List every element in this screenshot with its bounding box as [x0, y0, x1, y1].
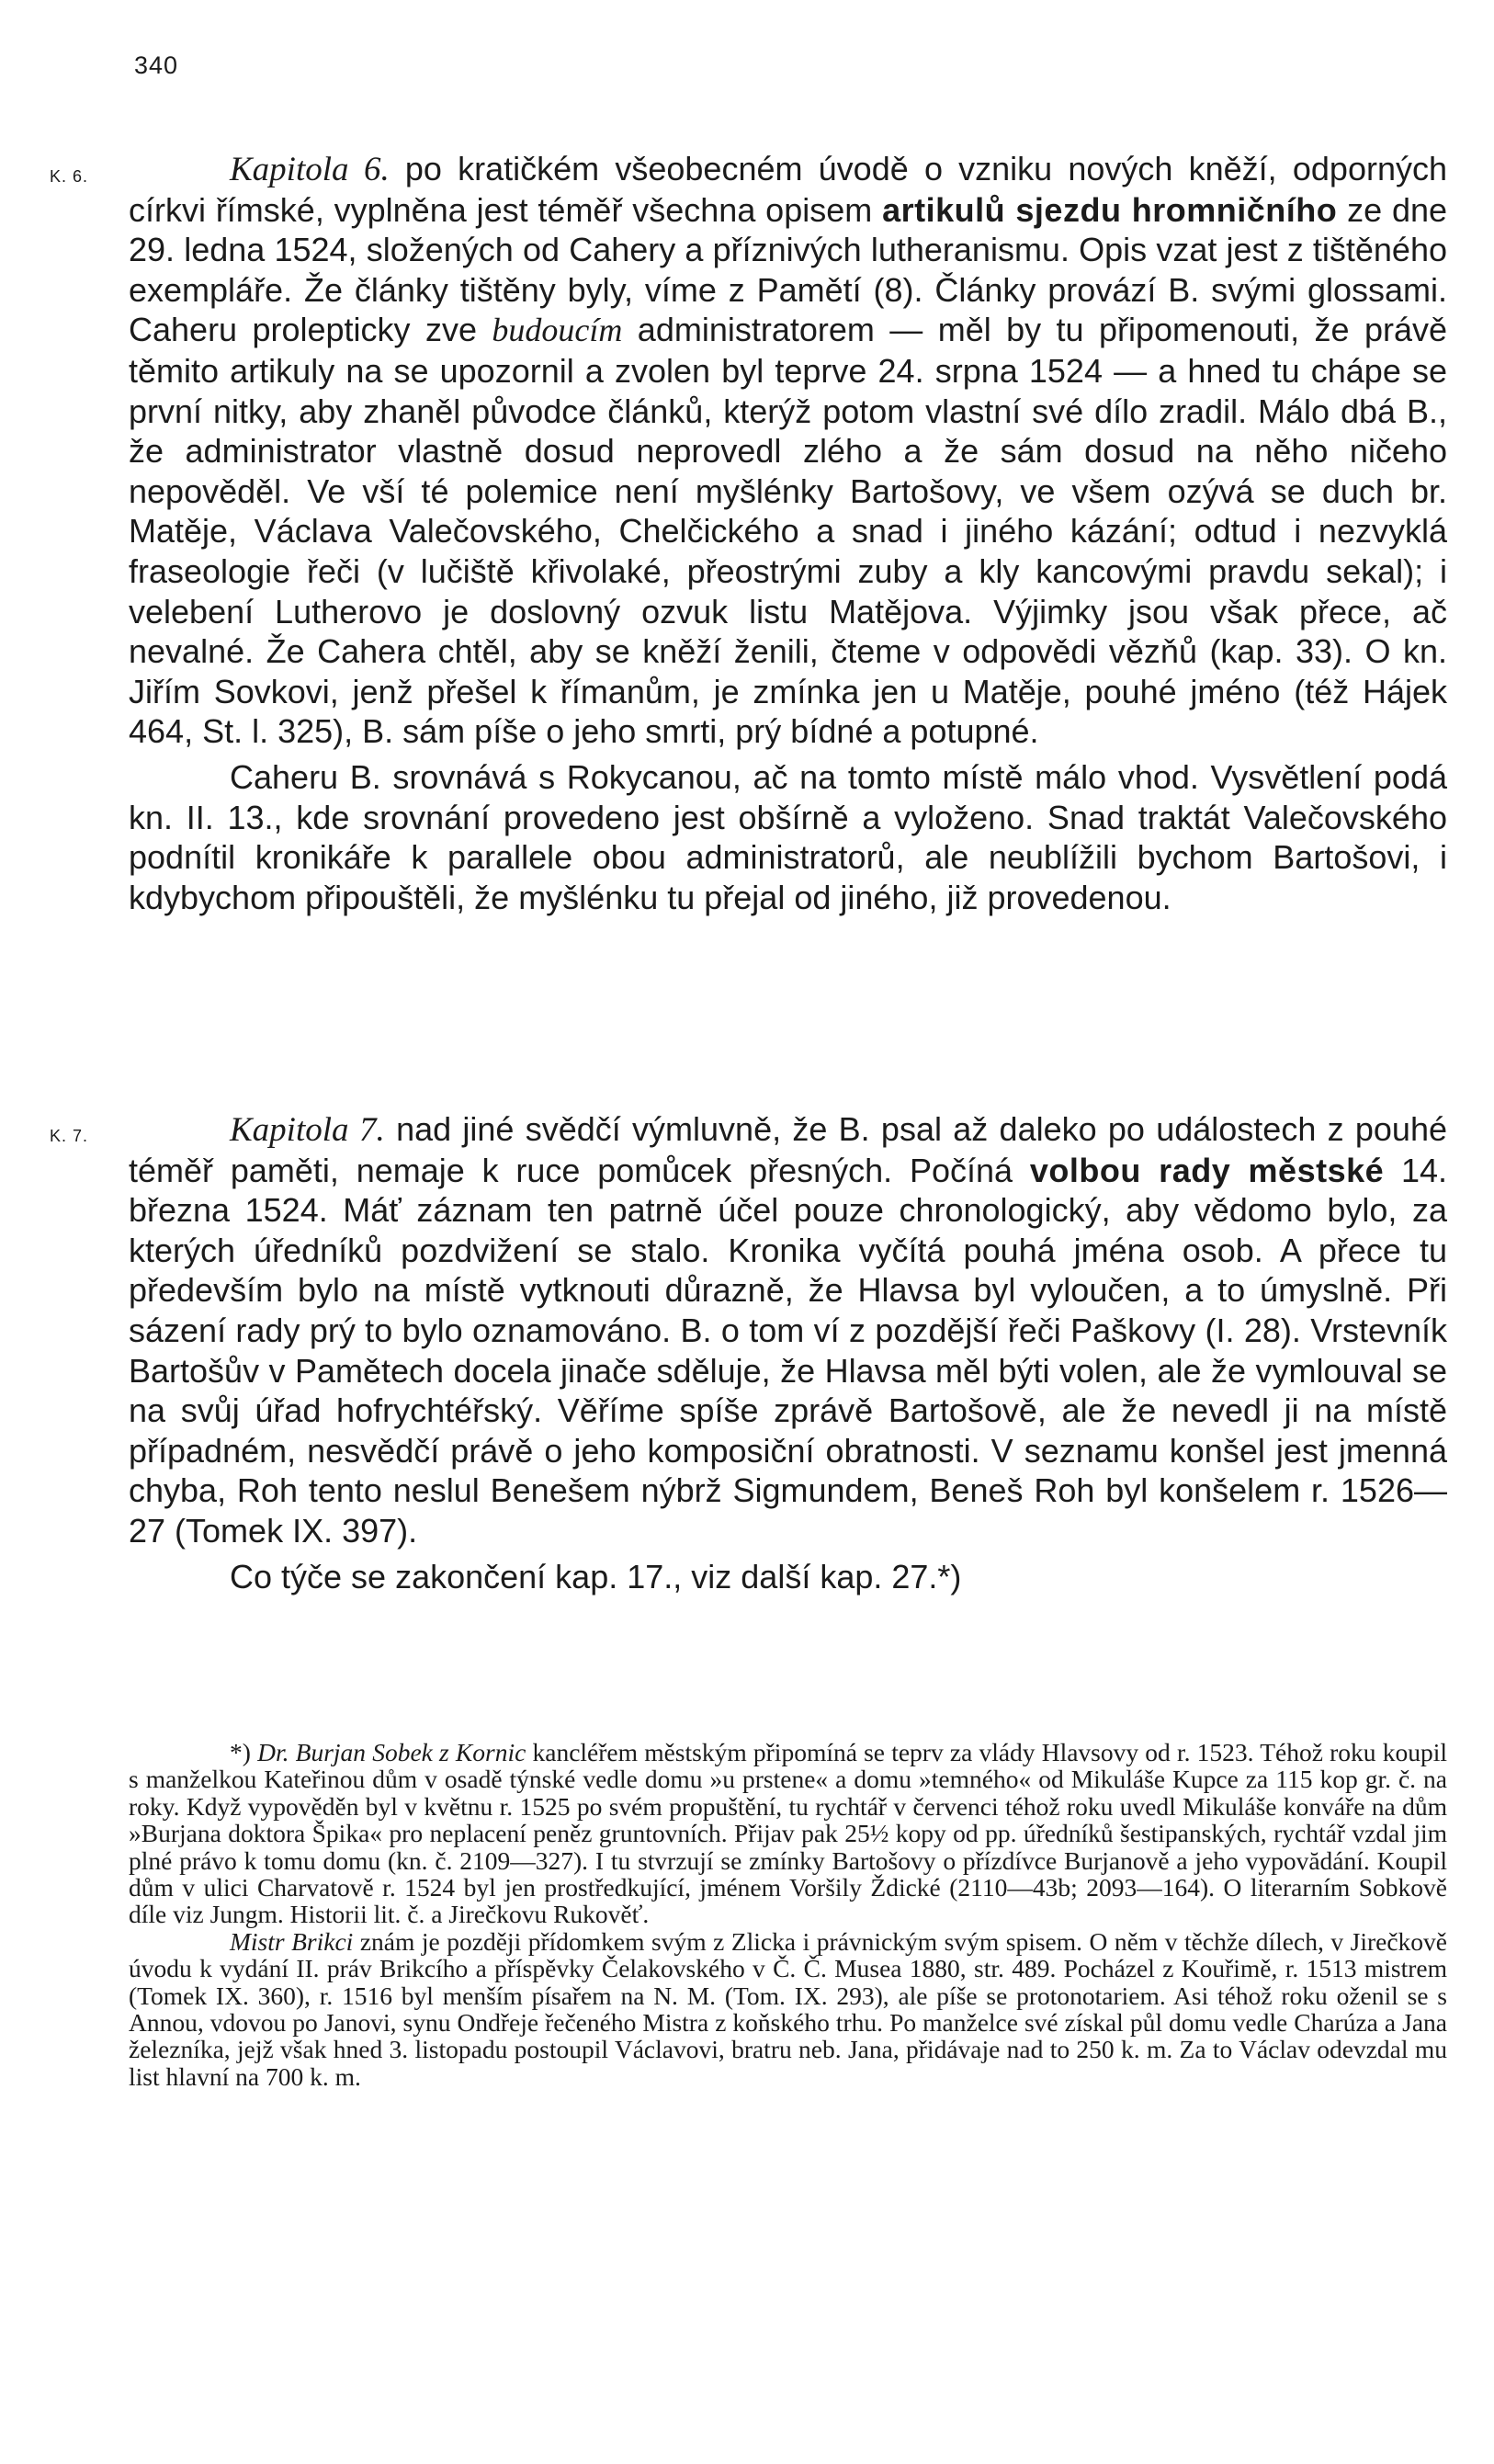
page-number: 340	[134, 51, 179, 79]
footnotes	[129, 1739, 1447, 2090]
emphasis-bold: artikulů sjezdu hromničního	[882, 190, 1338, 229]
text-run: nad jiné svědčí výmluvně, že B. psal až daleko po událostech z pouhé téměř paměti, nemaje k ruce pomůcek přesných. Počíná	[129, 1110, 1447, 1189]
footnote	[129, 1928, 1447, 2090]
text-run: ze dne 29. ledna 1524, složených od Cahery a příznivých lutheranismu. Opis vzat jest z tištěného exempláře. Že články tištěny byly, víme z Pamětí (8). Články provází B. svými glossami. Caheru prolepticky zve	[129, 190, 1448, 349]
margin-label-k6: K. 6.	[50, 167, 89, 186]
footnote-marker: *)	[230, 1738, 258, 1766]
footnote	[129, 1739, 1447, 1928]
margin-label-k7: K. 7.	[50, 1127, 89, 1145]
emphasis-bold: volbou rady městské	[1029, 1151, 1385, 1189]
paragraph: Caheru B. srovnává s Rokycanou, ač na tomto místě málo vhod. Vysvětlení podá kn. II. 13., kde srovnání provedeno jest obšírně a vyloženo. Snad traktát Valečovského podnítil kronikáře k parallele obou administratorů, ale neublížili bychom Bartošovi, i kdybychom připouštěli, že myšlénku tu přejal od jiného, již provedenou.	[129, 757, 1447, 916]
paragraph	[129, 149, 1447, 752]
footnote-name: Mistr Brikci	[230, 1926, 354, 1956]
paragraph: Co týče se zakončení kap. 17., viz další kap. 27.*)	[230, 1557, 962, 1595]
text-run: po kratičkém všeobecném úvodě o vzniku nových kněží, odporných církvi římské, vyplněna jest téměř všechna opisem	[129, 150, 1447, 229]
footnote-text: znám je později přídomkem svým z Zlicka i právnickým svým spisem. O něm v těchže dílech, v Jirečkově úvodu k vydání II. práv Brikcího a příspěvky Čelakovského v Č. Č. Musea 1880, str. 489. Pocházel z Kouřimě, r. 1513 mistrem (Tomek IX. 360), r. 1516 byl menším písařem na N. M. (Tom. IX. 293), ale píše se protonotariem. Asi téhož roku oženil se s Annou, vdovou po Janovi, synu Ondřeje řečeného Mistra z koňského trhu. Po manželce své získal půl domu vedle Charúza a Jana železníka, jejž však hned 3. listopadu postoupil Václavovi, bratru neb. Jana, přidávaje nad to 250 k. m. Za to Václav odevzdal mu list hlavní na 700 k. m.	[129, 1926, 1447, 2091]
paragraph	[129, 1109, 1447, 1551]
text-run: 14. března 1524. Máť záznam ten patrně účel pouze chronologický, aby vědomo bylo, za kterých úředníků pozdvižení se stalo. Kronika vyčítá pouhá jména osob. A přece tu především bylo na místě vytknouti důrazně, že Hlavsa byl vyloučen, a to úmyslně. Při sázení rady prý to bylo oznamováno. B. o tom ví z pozdější řeči Paškovy (I. 28). Vrstevník Bartošův v Pamětech docela jinače sděluje, že Hlavsa měl býti volen, ale že vymlouval se na svůj úřad hofrychtéřský. Věříme spíše zprávě Bartošově, ale že nevedl ji na místě případném, nesvědčí právě o jeho komposiční obratnosti. V seznamu konšel jest jmenná chyba, Roh tento neslul Benešem nýbrž Sigmundem, Beneš Roh byl konšelem r. 1526—27 (Tomek IX. 397).	[129, 1151, 1448, 1550]
footnote-name: Dr. Burjan Sobek z Kornic	[257, 1738, 526, 1766]
text-run: administratorem — měl by tu připomenouti, že právě těmito artikuly na se upozornil a zvolen byl teprve 24. srpna 1524 — a hned tu chápe se první nitky, aby zhaněl původce článků, kterýž potom vlastní své dílo zradil. Málo dbá B., že administrator vlastně dosud neprovedl zlého a že sám dosud na něho ničeho nepověděl. Ve vší té polemice není myšlénky Bartošovy, ve všem ozývá se duch br. Matěje, Václava Valečovského, Chelčického a snad i jiného kázání; odtud i nezvyklá fraseologie řeči (v lučiště křivolaké, přeostrými zuby a kly kancovými pravdu sekal); i velebení Lutherovo je doslovný ozvuk listu Matějova. Výjimky jsou však přece, ač nevalné. Že Cahera chtěl, aby se kněží ženili, čteme v odpovědi vězňů (kap. 33). O kn. Jiřím Sovkovi, jenž přešel k římanům, je zmínka jen u Matěje, pouhé jméno (též Hájek 464, St. l. 325), B. sám píše o jeho smrti, prý bídné a potupné.	[129, 311, 1448, 751]
chapter-heading: Kapitola 6.	[230, 151, 390, 188]
emphasis-italic: budoucím	[492, 312, 623, 349]
footnote-text: kancléřem městským připomíná se teprv za vlády Hlavsovy od r. 1523. Téhož roku koupil s manželkou Kateřinou dům v osadě týnské vedle domu »u prstene« a domu »temného« od Mikuláše Kupce za 115 kop gr. č. na roky. Když vypověděn byl v květnu r. 1525 po svém propuštění, tu rychtář v červenci téhož roku uvedl Mikuláše konváře na dům »Burjana doktora Špika« pro neplacení peněz gruntovních. Přijav pak 25½ kopy od pp. úředníků šestipanských, rychtář vzdal jim plné právo k tomu domu (kn. č. 2109—327). I tu stvrzují se zmínky Bartošovy o přízdívce Burjanově a jeho vypovădání. Koupil dům v ulici Charvatově r. 1524 byl jen prostředkující, jménem Voršily Ždické (2110—43b; 2093—164). O literarním Sobkově díle viz Jungm. Historii lit. č. a Jirečkovu Rukověť.	[129, 1738, 1447, 1929]
chapter-heading: Kapitola 7.	[230, 1111, 385, 1149]
section-kapitola-7	[129, 1109, 1447, 1596]
section-kapitola-6	[129, 149, 1447, 917]
